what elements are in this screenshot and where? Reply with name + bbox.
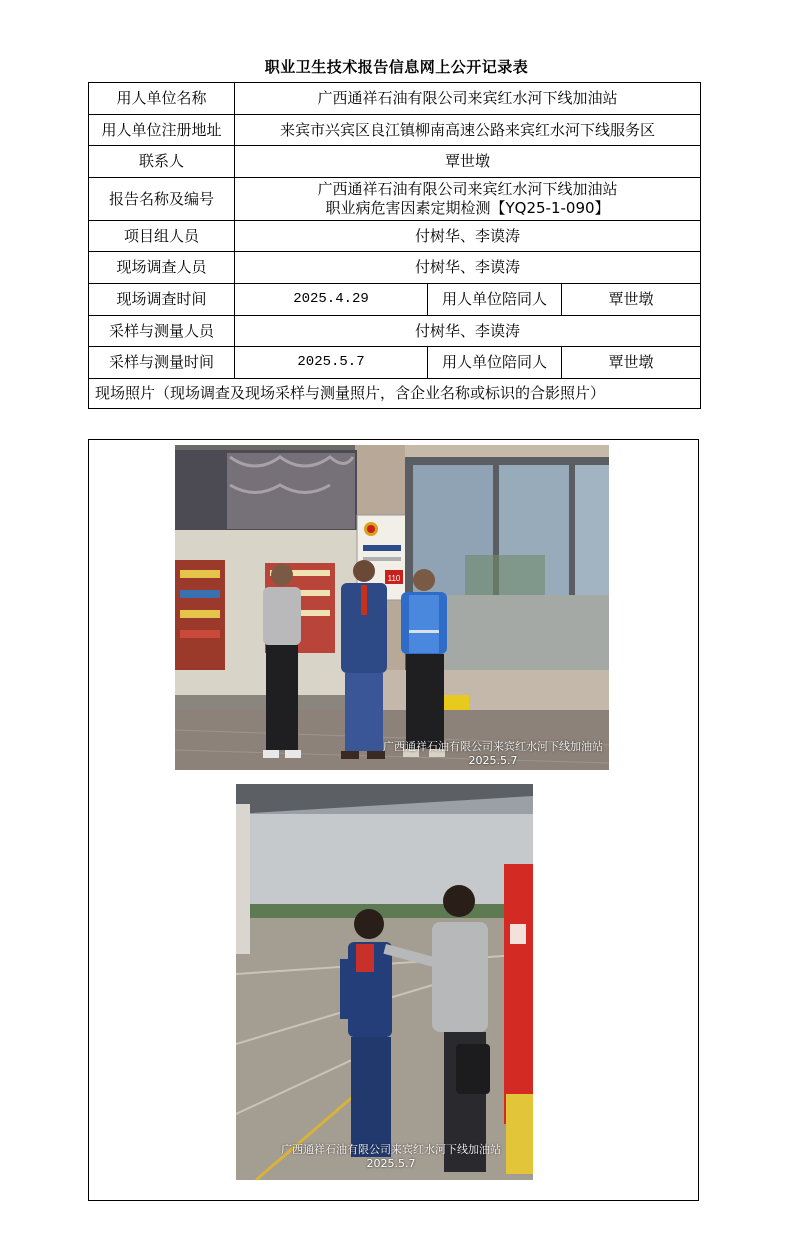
label-unit-address: 用人单位注册地址 — [89, 115, 235, 146]
group-photo — [175, 445, 609, 770]
value-survey-time: 2025.4.29 — [235, 284, 428, 316]
info-table — [88, 82, 701, 409]
group-photo-caption-date: 2025.5.7 — [468, 754, 518, 767]
label-sampling-time: 采样与测量时间 — [89, 347, 235, 379]
sampling-photo-caption-date: 2025.5.7 — [366, 1157, 416, 1170]
row-sampling-time — [89, 347, 701, 379]
value-sampling-time: 2025.5.7 — [235, 347, 428, 379]
value-contact: 覃世墩 — [235, 146, 701, 178]
row-survey-time — [89, 284, 701, 316]
sampling-photo — [236, 784, 533, 1180]
row-sampling-staff — [89, 316, 701, 347]
label-sampling-staff: 采样与测量人员 — [89, 316, 235, 347]
value-unit-name: 广西通祥石油有限公司来宾红水河下线加油站 — [235, 83, 701, 115]
value-survey-companion: 覃世墩 — [562, 284, 701, 316]
sampling-photo-image — [236, 784, 533, 1180]
value-unit-address: 来宾市兴宾区良江镇柳南高速公路来宾红水河下线服务区 — [235, 115, 701, 146]
row-contact — [89, 146, 701, 178]
sampling-photo-caption — [256, 1143, 526, 1171]
sign-110-text: 110 — [387, 574, 401, 583]
report-name-line: 广西通祥石油有限公司来宾红水河下线加油站 — [317, 180, 618, 198]
report-number-line: 职业病危害因素定期检测【YQ25-1-090】 — [325, 199, 610, 217]
row-survey-staff — [89, 252, 701, 284]
label-unit-name: 用人单位名称 — [89, 83, 235, 115]
sampling-photo-caption-company: 广西通祥石油有限公司来宾红水河下线加油站 — [281, 1143, 501, 1156]
row-unit-name — [89, 83, 701, 115]
row-report — [89, 178, 701, 221]
value-survey-staff: 付树华、李谟涛 — [235, 252, 701, 284]
label-survey-staff: 现场调查人员 — [89, 252, 235, 284]
row-team — [89, 221, 701, 252]
row-photos-note — [89, 379, 701, 409]
value-team: 付树华、李谟涛 — [235, 221, 701, 252]
label-survey-companion: 用人单位陪同人 — [428, 284, 562, 316]
page-title: 职业卫生技术报告信息网上公开记录表 — [264, 58, 529, 76]
label-report: 报告名称及编号 — [89, 178, 235, 221]
photos-note: 现场照片（现场调查及现场采样与测量照片，含企业名称或标识的合影照片） — [89, 379, 701, 409]
group-photo-image — [175, 445, 609, 770]
label-contact: 联系人 — [89, 146, 235, 178]
value-report — [235, 178, 701, 221]
value-sampling-companion: 覃世墩 — [562, 347, 701, 379]
photo-section — [88, 439, 699, 1201]
label-survey-time: 现场调查时间 — [89, 284, 235, 316]
label-team: 项目组人员 — [89, 221, 235, 252]
group-photo-caption — [379, 740, 607, 768]
label-sampling-companion: 用人单位陪同人 — [428, 347, 562, 379]
group-photo-caption-company: 广西通祥石油有限公司来宾红水河下线加油站 — [383, 740, 603, 753]
row-unit-address — [89, 115, 701, 146]
value-sampling-staff: 付树华、李谟涛 — [235, 316, 701, 347]
